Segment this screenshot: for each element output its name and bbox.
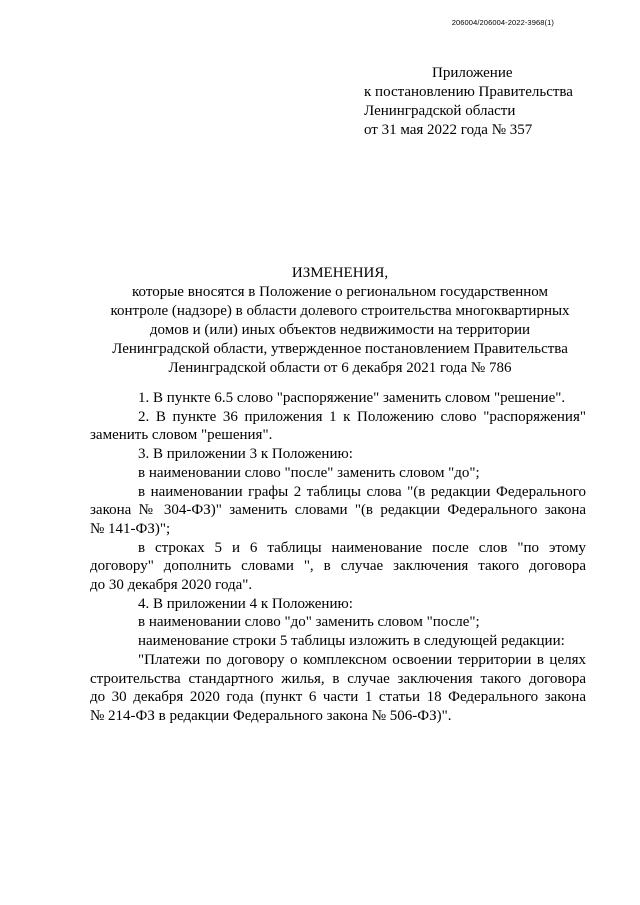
- paragraph-4a: в наименовании слово "до" заменить словом "после";: [138, 614, 480, 631]
- title-line: Ленинградской области, утвержденное постановлением Правительства: [112, 341, 568, 357]
- paragraph-3b-line: в наименовании графы 2 таблицы слова "(в редакции Федерального: [138, 483, 586, 500]
- appendix-line: к постановлению Правительства: [364, 84, 573, 100]
- paragraph-4b: наименование строки 5 таблицы изложить в следующей редакции:: [138, 633, 565, 650]
- paragraph-2-line: 2. В пункте 36 приложения 1 к Положению слово "распоряжения": [138, 408, 586, 425]
- document-heading: ИЗМЕНЕНИЯ,: [291, 265, 389, 281]
- paragraph-1: 1. В пункте 6.5 слово "распоряжение" заменить словом "решение".: [138, 390, 566, 406]
- paragraph-3a: в наименовании слово "после" заменить словом "до";: [138, 464, 480, 481]
- paragraph-3c-line: в строках 5 и 6 таблицы наименование после слов "по этому: [138, 539, 586, 556]
- paragraph-3b-line: № 141-ФЗ)";: [90, 520, 171, 537]
- paragraph-4c-line: до 30 декабря 2020 года (пункт 6 части 1 статьи 18 Федерального закона: [90, 689, 586, 706]
- appendix-line: Ленинградской области: [364, 103, 516, 119]
- appendix-line: Приложение: [432, 65, 513, 81]
- paragraph-2-line: заменить словом "решения".: [90, 427, 273, 444]
- paragraph-4c-line: № 214-ФЗ в редакции Федерального закона № 506-ФЗ)".: [90, 707, 452, 724]
- document-title-block: [90, 264, 590, 378]
- title-line: Ленинградской области от 6 декабря 2021 года № 786: [168, 360, 512, 376]
- paragraph-3b-line: закона № 304-ФЗ)" заменить словами "(в редакции Федерального закона: [90, 502, 586, 519]
- appendix-reference-block: [364, 64, 604, 140]
- paragraph-4: 4. В приложении 4 к Положению:: [138, 595, 353, 612]
- paragraph-4c-line: строительства стандартного жилья, в случае заключения такого договора: [90, 670, 586, 687]
- title-line: которые вносятся в Положение о региональном государственном: [132, 284, 548, 300]
- paragraph-4c-line: "Платежи по договору о комплексном освоении территории в целях: [138, 651, 586, 668]
- paragraph-3: 3. В приложении 3 к Положению:: [138, 446, 353, 463]
- paragraph-3c-line: до 30 декабря 2020 года".: [90, 577, 253, 594]
- title-line: домов и (или) иных объектов недвижимости на территории: [149, 322, 531, 338]
- appendix-line: от 31 мая 2022 года № 357: [364, 122, 533, 138]
- paragraph-3c-line: договору" дополнить словами ", в случае заключения такого договора: [90, 558, 586, 575]
- document-body: [90, 389, 586, 726]
- document-registration-number: 206004/206004-2022-3968(1): [451, 18, 554, 27]
- title-line: контроле (надзоре) в области долевого строительства многоквартирных: [110, 303, 570, 319]
